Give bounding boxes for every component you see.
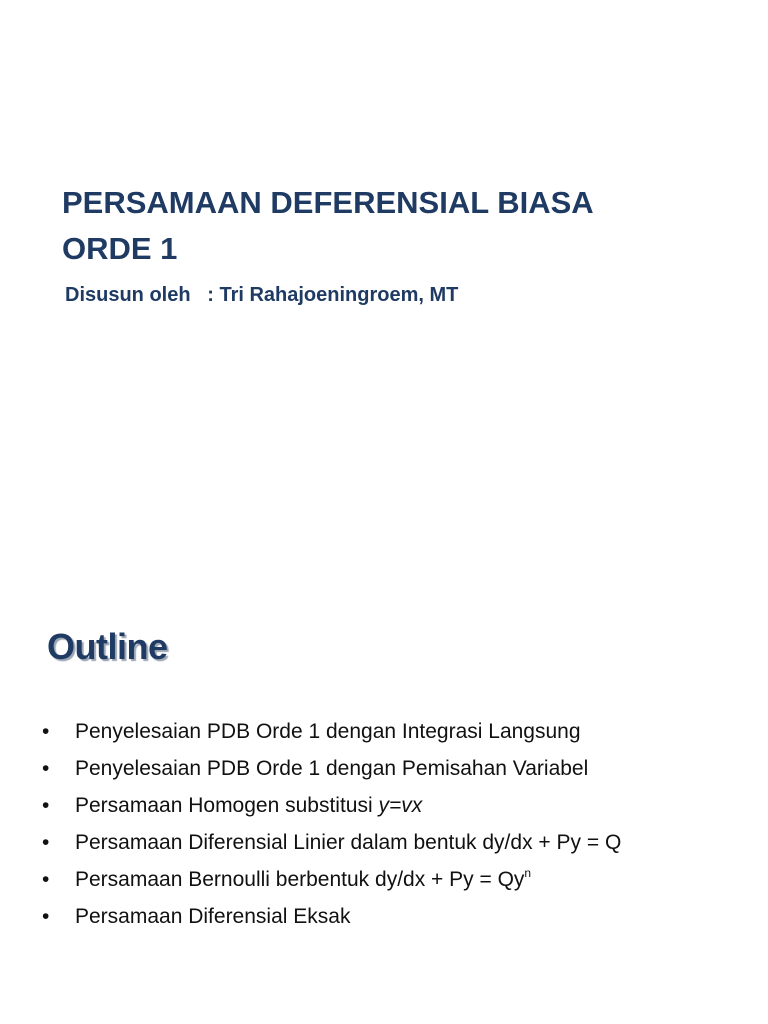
list-item (42, 752, 742, 789)
presentation-title (62, 180, 722, 272)
list-item-text: Persamaan Diferensial Linier dalam bentuk dy/dx + Py = Q (75, 831, 622, 854)
author-subtitle: Disusun oleh : Tri Rahajoeningroem, MT (65, 284, 459, 306)
list-item (42, 715, 742, 752)
outline-heading: Outline (47, 626, 168, 667)
list-item (42, 789, 742, 826)
list-item (42, 900, 742, 937)
outline-slide (0, 576, 768, 1024)
bullet-icon: • (42, 794, 50, 817)
list-item-text: Persamaan Bernoulli berbentuk dy/dx + Py = Qy (75, 868, 525, 891)
bullet-icon: • (42, 831, 50, 854)
list-item-text: Persamaan Diferensial Eksak (75, 905, 351, 928)
list-item-text: Penyelesaian PDB Orde 1 dengan Integrasi Langsung (75, 720, 581, 743)
bullet-icon: • (42, 757, 50, 780)
title-line-1: PERSAMAAN DEFERENSIAL BIASA (62, 185, 594, 220)
outline-list (42, 715, 742, 937)
list-item-italic-term: y=vx (378, 794, 423, 817)
bullet-icon: • (42, 720, 50, 743)
list-item-superscript: n (524, 866, 532, 880)
title-line-2: ORDE 1 (62, 231, 178, 266)
list-item (42, 826, 742, 863)
list-item-text: Penyelesaian PDB Orde 1 dengan Pemisahan Variabel (75, 757, 589, 780)
bullet-icon: • (42, 905, 50, 928)
list-item-text: Persamaan Homogen substitusi (75, 794, 379, 817)
bullet-icon: • (42, 868, 50, 891)
list-item (42, 863, 742, 900)
